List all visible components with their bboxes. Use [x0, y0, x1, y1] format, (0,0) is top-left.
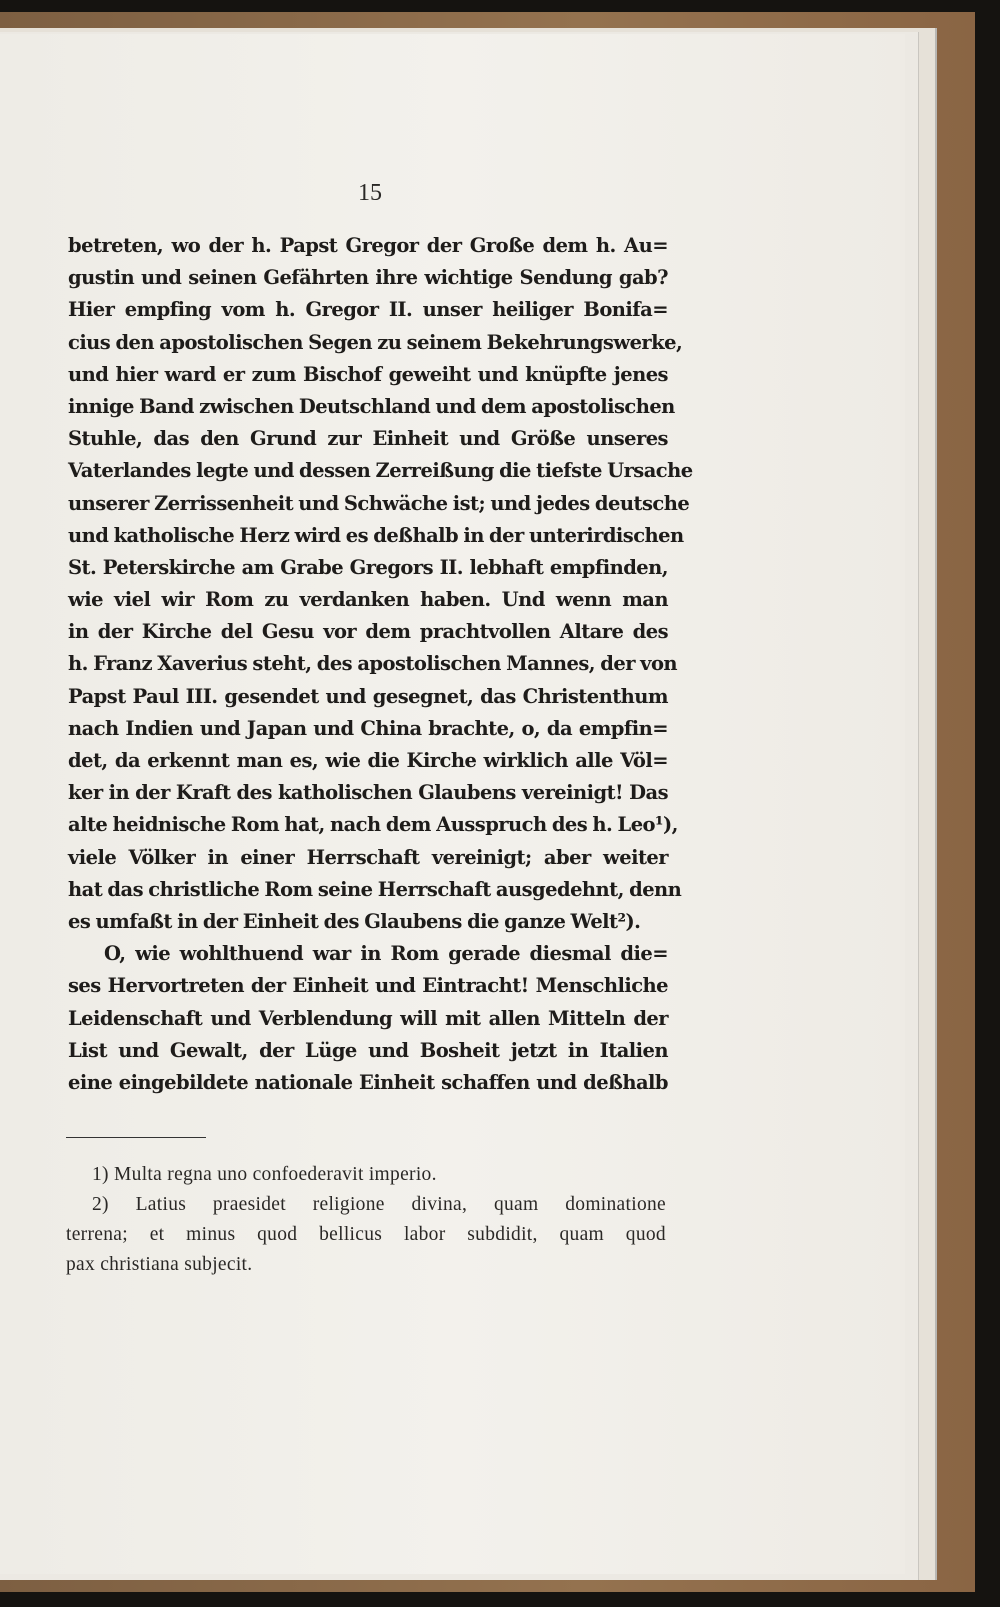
footnote-line: pax christiana subjecit. [66, 1254, 253, 1275]
text-line: O, wie wohlthuend war in Rom gerade diesmal die= [104, 942, 668, 966]
text-line: Stuhle, das den Grund zur Einheit und Größe unseres [68, 427, 668, 451]
text-line: es umfaßt in der Einheit des Glaubens die ganze Welt²). [68, 909, 641, 933]
text-line: Papst Paul III. gesendet und gesegnet, das Christenthum [68, 684, 668, 708]
text-line: h. Franz Xaverius steht, des apostolischen Mannes, der von [68, 652, 678, 676]
text-line: hat das christliche Rom seine Herrschaft ausgedehnt, denn [68, 877, 682, 901]
text-line: cius den apostolischen Segen zu seinem Bekehrungswerke, [68, 330, 683, 354]
text-line: alte heidnische Rom hat, nach dem Ausspruch des h. Leo¹), [68, 813, 678, 837]
footnote-separator [66, 1137, 206, 1138]
text-line: Hier empfing vom h. Gregor II. unser heiliger Bonifa= [68, 298, 668, 322]
footnotes [66, 1160, 666, 1280]
text-line: in der Kirche del Gesu vor dem prachtvollen Altare des [68, 620, 668, 644]
text-line: Vaterlandes legte und dessen Zerreißung die tiefste Ursache [68, 459, 693, 483]
text-line: wie viel wir Rom zu verdanken haben. Und wenn man [68, 588, 668, 612]
text-line: und katholische Herz wird es deßhalb in der unterirdischen [68, 523, 684, 547]
page-number: 15 [358, 180, 382, 206]
text-line: viele Völker in einer Herrschaft vereinigt; aber weiter [68, 845, 668, 869]
text-line: eine eingebildete nationale Einheit schaffen und deßhalb [68, 1070, 668, 1094]
text-line: Leidenschaft und Verblendung will mit allen Mitteln der [68, 1006, 668, 1030]
footnote-line: 1) Multa regna uno confoederavit imperio. [92, 1164, 437, 1185]
text-line: ker in der Kraft des katholischen Glaubens vereinigt! Das [68, 781, 668, 805]
footnote-line: terrena; et minus quod bellicus labor subdidit, quam quod [66, 1224, 666, 1245]
text-line: ses Hervortreten der Einheit und Eintracht! Menschliche [68, 974, 668, 998]
text-line: unserer Zerrissenheit und Schwäche ist; und jedes deutsche [68, 491, 690, 515]
text-line: gustin und seinen Gefährten ihre wichtige Sendung gab? [68, 266, 668, 290]
text-line: innige Band zwischen Deutschland und dem apostolischen [68, 394, 675, 418]
text-line: St. Peterskirche am Grabe Gregors II. lebhaft empfinden, [68, 555, 668, 579]
text-line: det, da erkennt man es, wie die Kirche wirklich alle Völ= [68, 749, 668, 772]
text-line: und hier ward er zum Bischof geweiht und knüpfte jenes [68, 362, 668, 386]
footnote-line: 2) Latius praesidet religione divina, quam dominatione [92, 1194, 666, 1215]
text-line: nach Indien und Japan und China brachte, o, da empfin= [68, 716, 668, 740]
body-text [68, 230, 693, 1099]
text-line: betreten, wo der h. Papst Gregor der Große dem h. Au= [68, 234, 668, 257]
text-line: List und Gewalt, der Lüge und Bosheit jetzt in Italien [68, 1038, 668, 1062]
